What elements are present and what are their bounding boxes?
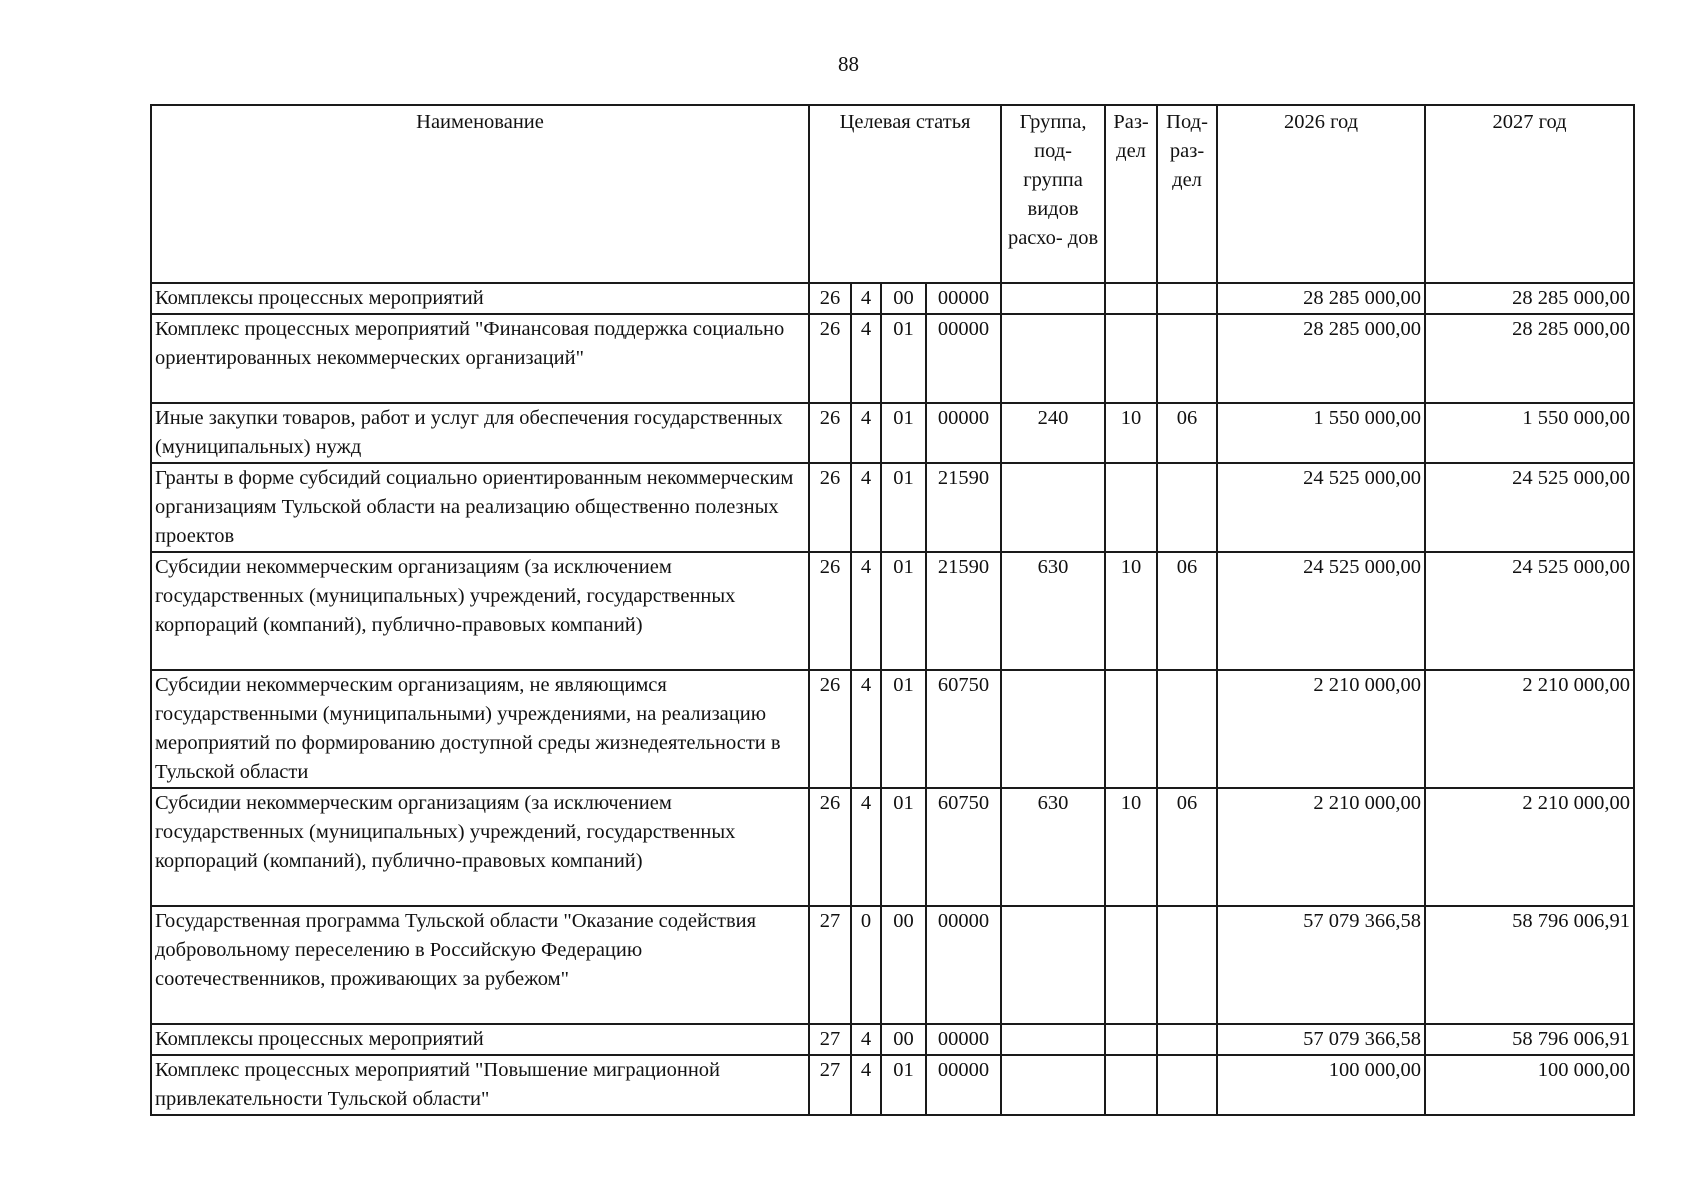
section-code (1105, 314, 1157, 403)
amount-2027: 58 796 006,91 (1425, 906, 1634, 1024)
row-name: Субсидии некоммерческим организациям, не являющимся государственными (муниципальными) учреждениями, на реализацию мероприятий по формированию доступной среды жизнедеятельности в Тульской области (151, 670, 809, 788)
table-row (151, 670, 1634, 788)
target-article-program: 27 (809, 906, 851, 1024)
target-article-program: 26 (809, 788, 851, 906)
target-article-direction: 60750 (926, 788, 1001, 906)
header-name: Наименование (151, 105, 809, 283)
row-name: Гранты в форме субсидий социально ориентированным некоммерческим организациям Тульской области на реализацию общественно полезных проектов (151, 463, 809, 552)
target-article-direction: 00000 (926, 906, 1001, 1024)
subsection-code (1157, 314, 1217, 403)
subsection-code (1157, 906, 1217, 1024)
target-article-type: 4 (851, 552, 881, 670)
target-article-type: 4 (851, 283, 881, 314)
subsection-code (1157, 283, 1217, 314)
target-article-complex: 01 (881, 314, 926, 403)
amount-2026: 2 210 000,00 (1217, 670, 1425, 788)
target-article-complex: 01 (881, 552, 926, 670)
target-article-type: 4 (851, 1024, 881, 1055)
target-article-type: 0 (851, 906, 881, 1024)
target-article-direction: 21590 (926, 463, 1001, 552)
target-article-complex: 01 (881, 1055, 926, 1115)
expense-group (1001, 463, 1105, 552)
target-article-type: 4 (851, 1055, 881, 1115)
target-article-type: 4 (851, 788, 881, 906)
page-number: 88 (838, 52, 859, 76)
subsection-code (1157, 670, 1217, 788)
target-article-direction: 00000 (926, 403, 1001, 463)
target-article-type: 4 (851, 314, 881, 403)
row-name: Комплексы процессных мероприятий (151, 283, 809, 314)
amount-2026: 28 285 000,00 (1217, 314, 1425, 403)
target-article-type: 4 (851, 403, 881, 463)
header-subsection: Под- раз- дел (1157, 105, 1217, 283)
section-code (1105, 1055, 1157, 1115)
header-year-2027: 2027 год (1425, 105, 1634, 283)
amount-2027: 2 210 000,00 (1425, 788, 1634, 906)
amount-2027: 2 210 000,00 (1425, 670, 1634, 788)
row-name: Государственная программа Тульской области "Оказание содействия добровольному переселению в Российскую Федерацию соотечественников, проживающих за рубежом" (151, 906, 809, 1024)
expense-group: 630 (1001, 788, 1105, 906)
target-article-complex: 00 (881, 283, 926, 314)
amount-2026: 28 285 000,00 (1217, 283, 1425, 314)
row-name: Субсидии некоммерческим организациям (за исключением государственных (муниципальных) учреждений, государственных корпораций (компаний), публично-правовых компаний) (151, 552, 809, 670)
target-article-direction: 00000 (926, 1055, 1001, 1115)
amount-2027: 58 796 006,91 (1425, 1024, 1634, 1055)
amount-2026: 57 079 366,58 (1217, 906, 1425, 1024)
header-year-2026: 2026 год (1217, 105, 1425, 283)
section-code (1105, 1024, 1157, 1055)
subsection-code: 06 (1157, 552, 1217, 670)
subsection-code (1157, 1055, 1217, 1115)
subsection-code (1157, 463, 1217, 552)
target-article-complex: 01 (881, 403, 926, 463)
amount-2027: 24 525 000,00 (1425, 463, 1634, 552)
amount-2026: 57 079 366,58 (1217, 1024, 1425, 1055)
header-section: Раз- дел (1105, 105, 1157, 283)
expense-group (1001, 906, 1105, 1024)
target-article-direction: 00000 (926, 314, 1001, 403)
target-article-program: 26 (809, 403, 851, 463)
section-code: 10 (1105, 552, 1157, 670)
row-name: Иные закупки товаров, работ и услуг для обеспечения государственных (муниципальных) нужд (151, 403, 809, 463)
table-row (151, 403, 1634, 463)
expense-group: 240 (1001, 403, 1105, 463)
target-article-type: 4 (851, 670, 881, 788)
target-article-complex: 01 (881, 670, 926, 788)
expense-group (1001, 1055, 1105, 1115)
section-code (1105, 283, 1157, 314)
target-article-complex: 01 (881, 788, 926, 906)
table-row (151, 1055, 1634, 1115)
section-code (1105, 906, 1157, 1024)
amount-2026: 100 000,00 (1217, 1055, 1425, 1115)
section-code: 10 (1105, 403, 1157, 463)
table-row (151, 463, 1634, 552)
header-target-article: Целевая статья (809, 105, 1001, 283)
target-article-direction: 00000 (926, 1024, 1001, 1055)
row-name: Субсидии некоммерческим организациям (за исключением государственных (муниципальных) учреждений, государственных корпораций (компаний), публично-правовых компаний) (151, 788, 809, 906)
table-row (151, 1024, 1634, 1055)
section-code: 10 (1105, 788, 1157, 906)
target-article-program: 26 (809, 283, 851, 314)
subsection-code (1157, 1024, 1217, 1055)
expense-group (1001, 670, 1105, 788)
row-name: Комплекс процессных мероприятий "Финансовая поддержка социально ориентированных некоммерческих организаций" (151, 314, 809, 403)
target-article-program: 26 (809, 552, 851, 670)
expense-group (1001, 1024, 1105, 1055)
expense-group (1001, 283, 1105, 314)
target-article-complex: 00 (881, 906, 926, 1024)
amount-2027: 24 525 000,00 (1425, 552, 1634, 670)
budget-table (150, 104, 1635, 1116)
target-article-program: 26 (809, 463, 851, 552)
subsection-code: 06 (1157, 403, 1217, 463)
expense-group: 630 (1001, 552, 1105, 670)
subsection-code: 06 (1157, 788, 1217, 906)
target-article-complex: 01 (881, 463, 926, 552)
target-article-program: 27 (809, 1055, 851, 1115)
expense-group (1001, 314, 1105, 403)
table-row (151, 788, 1634, 906)
header-row (151, 105, 1634, 283)
target-article-program: 26 (809, 670, 851, 788)
row-name: Комплексы процессных мероприятий (151, 1024, 809, 1055)
header-expense-group: Группа, под- группа видов расхо- дов (1001, 105, 1105, 283)
section-code (1105, 670, 1157, 788)
amount-2027: 100 000,00 (1425, 1055, 1634, 1115)
target-article-direction: 00000 (926, 283, 1001, 314)
amount-2027: 28 285 000,00 (1425, 314, 1634, 403)
amount-2026: 24 525 000,00 (1217, 552, 1425, 670)
amount-2027: 1 550 000,00 (1425, 403, 1634, 463)
target-article-complex: 00 (881, 1024, 926, 1055)
table-row (151, 283, 1634, 314)
amount-2027: 28 285 000,00 (1425, 283, 1634, 314)
row-name: Комплекс процессных мероприятий "Повышение миграционной привлекательности Тульской области" (151, 1055, 809, 1115)
target-article-direction: 60750 (926, 670, 1001, 788)
amount-2026: 1 550 000,00 (1217, 403, 1425, 463)
section-code (1105, 463, 1157, 552)
amount-2026: 2 210 000,00 (1217, 788, 1425, 906)
target-article-type: 4 (851, 463, 881, 552)
amount-2026: 24 525 000,00 (1217, 463, 1425, 552)
target-article-program: 26 (809, 314, 851, 403)
table-row (151, 906, 1634, 1024)
target-article-program: 27 (809, 1024, 851, 1055)
table-row (151, 552, 1634, 670)
table-row (151, 314, 1634, 403)
target-article-direction: 21590 (926, 552, 1001, 670)
